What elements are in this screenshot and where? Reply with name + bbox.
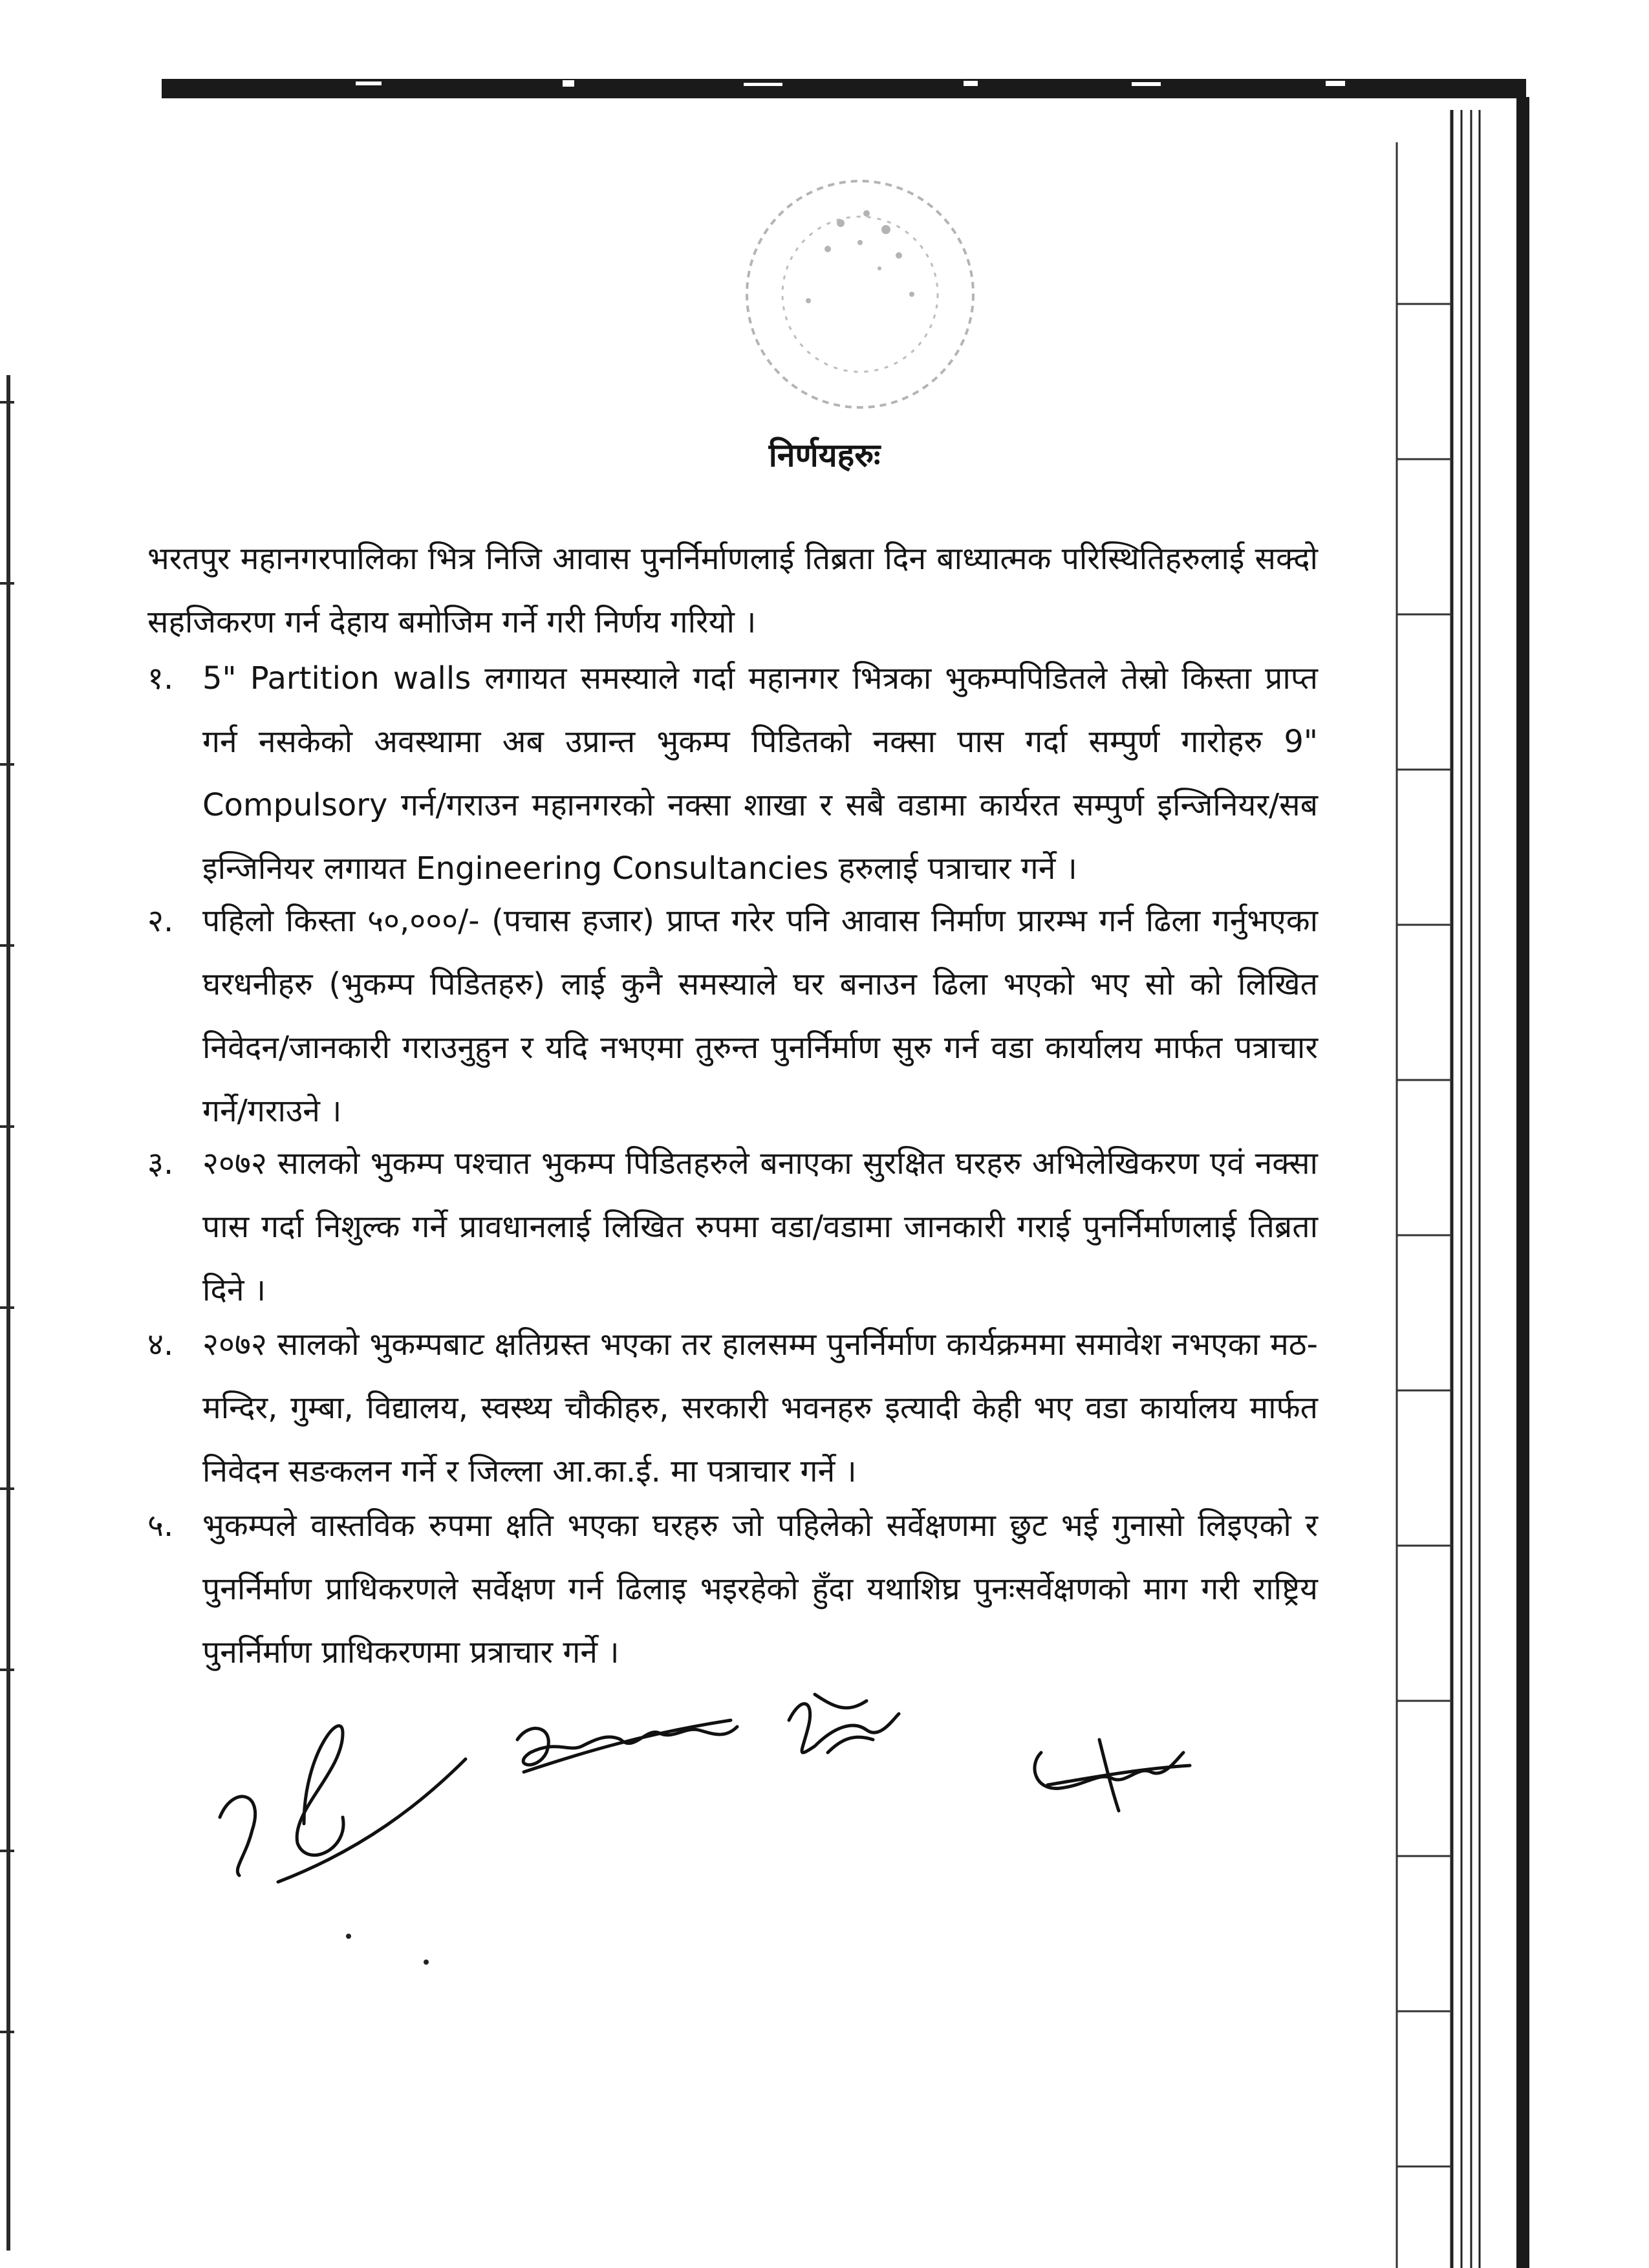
- item-number: २.: [147, 903, 174, 939]
- scan-speck: [346, 1934, 351, 1939]
- scan-edge-top: [162, 72, 1526, 103]
- intro-paragraph: भरतपुर महानगरपालिका भित्र निजि आवास पुनर्निर्माणलाई तिब्रता दिन बाध्यात्मक परिस्थितिहरुलाई सक्दो सहजिकरण गर्न देहाय बमोजिम गर्ने गरी निर्णय गरियो ।: [147, 541, 1318, 640]
- signature-3: [789, 1694, 899, 1753]
- page-title: निर्णयहरुः: [768, 437, 881, 474]
- official-seal: [731, 165, 989, 424]
- item-text: 5" Partition walls लगायत समस्याले गर्दा महानगर भित्रका भुकम्पपिडितले तेस्रो किस्ता प्राप्त गर्न नसकेको अवस्थामा अब उप्रान्त भुकम्प पिडितको नक्सा पास गर्दा सम्पुर्ण गारोहरु 9" Compulsory गर्न/गराउन महानगरको नक्सा शाखा र सबै वडामा कार्यरत सम्पुर्ण इन्जिनियर/सब इन्जिनियर लगायत Engineering Consultancies हरुलाई पत्राचार गर्ने ।: [202, 660, 1318, 887]
- signature-1: [220, 1726, 466, 1882]
- item-text: २०७२ सालको भुकम्पबाट क्षतिग्रस्त भएका तर हालसम्म पुनर्निर्माण कार्यक्रममा समावेश नभएका मठ-मन्दिर, गुम्बा, विद्यालय, स्वस्थ्य चौकीहरु, सरकारी भवनहरु इत्यादी केही भए वडा कार्यालय मार्फत निवेदन सङकलन गर्ने र जिल्ला आ.का.ई. मा पत्राचार गर्ने ।: [202, 1326, 1318, 1489]
- item-text: २०७२ सालको भुकम्प पश्चात भुकम्प पिडितहरुले बनाएका सुरक्षित घरहरु अभिलेखिकरण एवं नक्सा पास गर्दा निशुल्क गर्ने प्रावधानलाई लिखित रुपमा वडा/वडामा जानकारी गराई पुनर्निर्माणलाई तिब्रता दिने ।: [202, 1145, 1318, 1308]
- item-number: ५.: [147, 1507, 174, 1544]
- item-number: ४.: [147, 1326, 174, 1363]
- item-text: भुकम्पले वास्तविक रुपमा क्षति भएका घरहरु जो पहिलेको सर्वेक्षणमा छुट भई गुनासो लिइएको र पुनर्निर्माण प्राधिकरणले सर्वेक्षण गर्न ढिलाइ भइरहेको हुँदा यथाशिघ्र पुनःसर्वेक्षणको माग गरी राष्ट्रिय पुनर्निर्माण प्राधिकरणमा प्रत्राचार गर्ने ।: [202, 1507, 1318, 1670]
- item-number: ३.: [147, 1145, 174, 1182]
- signature-4: [1035, 1740, 1190, 1811]
- scan-edge-left: [0, 375, 26, 2251]
- signature-2: [517, 1720, 737, 1772]
- binding-edge-right: [1384, 97, 1552, 2268]
- item-text: पहिलो किस्ता ५०,०००/- (पचास हजार) प्राप्त गरेर पनि आवास निर्माण प्रारम्भ गर्न ढिला गर्नुभएका घरधनीहरु (भुकम्प पिडितहरु) लाई कुनै समस्याले घर बनाउन ढिला भएको भए सो को लिखित निवेदन/जानकारी गराउनुहुन र यदि नभएमा तुरुन्त पुनर्निर्माण सुरु गर्न वडा कार्यालय मार्फत पत्राचार गर्ने/गराउने ।: [202, 903, 1318, 1129]
- signatures: [194, 1656, 1229, 1901]
- scan-speck: [424, 1960, 429, 1965]
- item-number: १.: [147, 660, 174, 697]
